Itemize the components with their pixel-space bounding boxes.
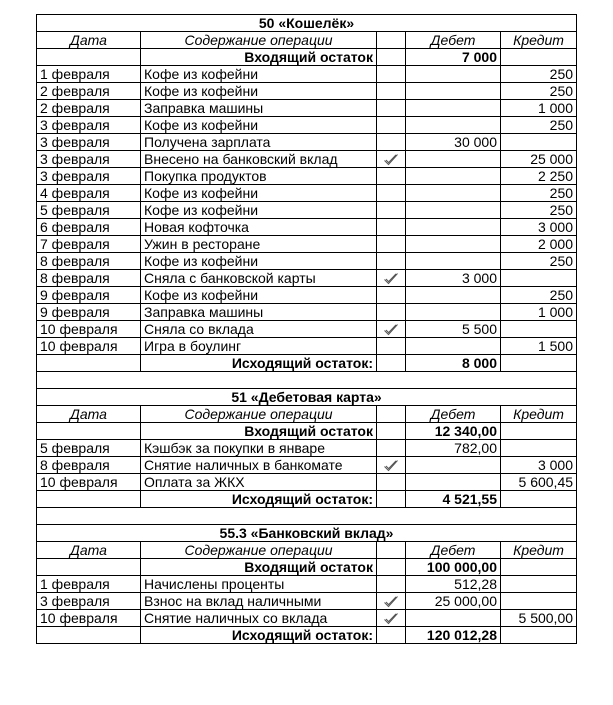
row-credit: 5 500,00 [501, 610, 577, 627]
row-description: Кофе из кофейни [141, 117, 377, 134]
checkmark-icon [383, 459, 399, 473]
row-date: 7 февраля [37, 236, 141, 253]
row-credit: 3 000 [501, 219, 577, 236]
opening-credit [501, 559, 577, 576]
table-row [37, 610, 577, 627]
row-debit [406, 168, 501, 185]
row-date: 10 февраля [37, 338, 141, 355]
header-debit: Дебет [406, 32, 501, 49]
closing-date [37, 627, 141, 644]
row-check [377, 576, 406, 593]
checkmark-icon [383, 323, 399, 337]
closing-label: Исходящий остаток: [141, 355, 377, 372]
row-credit: 1 000 [501, 100, 577, 117]
row-debit: 512,28 [406, 576, 501, 593]
closing-label: Исходящий остаток: [141, 627, 377, 644]
row-debit: 30 000 [406, 134, 501, 151]
row-date: 5 февраля [37, 202, 141, 219]
row-description: Кофе из кофейни [141, 185, 377, 202]
row-debit [406, 287, 501, 304]
row-check [377, 457, 406, 474]
table-row [37, 321, 577, 338]
row-credit [501, 270, 577, 287]
row-description: Оплата за ЖКХ [141, 474, 377, 491]
checkmark-icon [383, 153, 399, 167]
row-check [377, 100, 406, 117]
row-date: 10 февраля [37, 610, 141, 627]
row-date: 4 февраля [37, 185, 141, 202]
row-check [377, 593, 406, 610]
row-credit: 1 500 [501, 338, 577, 355]
row-check [377, 304, 406, 321]
row-credit: 2 000 [501, 236, 577, 253]
row-description: Ужин в ресторане [141, 236, 377, 253]
row-credit: 5 600,45 [501, 474, 577, 491]
row-date: 3 февраля [37, 134, 141, 151]
row-check [377, 83, 406, 100]
table-row [37, 168, 577, 185]
header-credit: Кредит [501, 406, 577, 423]
row-date: 1 февраля [37, 576, 141, 593]
table-row [37, 576, 577, 593]
row-debit: 5 500 [406, 321, 501, 338]
row-credit: 3 000 [501, 457, 577, 474]
row-description: Заправка машины [141, 100, 377, 117]
closing-check [377, 491, 406, 508]
row-debit [406, 117, 501, 134]
row-debit [406, 151, 501, 168]
row-credit: 250 [501, 287, 577, 304]
row-check [377, 474, 406, 491]
table-row [37, 202, 577, 219]
row-check [377, 168, 406, 185]
row-check [377, 338, 406, 355]
table-row [37, 270, 577, 287]
opening-check [377, 423, 406, 440]
row-description: Внесено на банковский вклад [141, 151, 377, 168]
row-description: Снятие наличных в банкомате [141, 457, 377, 474]
opening-date [37, 49, 141, 66]
row-credit: 250 [501, 117, 577, 134]
opening-date [37, 559, 141, 576]
column-header-row [37, 542, 577, 559]
opening-credit [501, 423, 577, 440]
row-credit: 250 [501, 185, 577, 202]
row-check [377, 117, 406, 134]
closing-check [377, 355, 406, 372]
checkmark-icon [383, 595, 399, 609]
row-description: Кофе из кофейни [141, 253, 377, 270]
table-row [37, 457, 577, 474]
table-row [37, 236, 577, 253]
row-debit [406, 185, 501, 202]
row-check [377, 610, 406, 627]
row-debit: 3 000 [406, 270, 501, 287]
closing-credit [501, 627, 577, 644]
row-debit [406, 83, 501, 100]
checkmark-icon [383, 272, 399, 286]
row-debit [406, 457, 501, 474]
header-description: Содержание операции [141, 542, 377, 559]
opening-check [377, 559, 406, 576]
spacer-cell [37, 372, 577, 389]
row-date: 6 февраля [37, 219, 141, 236]
row-debit [406, 66, 501, 83]
header-credit: Кредит [501, 32, 577, 49]
row-date: 3 февраля [37, 593, 141, 610]
header-date: Дата [37, 406, 141, 423]
row-date: 2 февраля [37, 83, 141, 100]
row-debit [406, 304, 501, 321]
row-debit [406, 253, 501, 270]
row-date: 10 февраля [37, 474, 141, 491]
header-description: Содержание операции [141, 406, 377, 423]
row-date: 10 февраля [37, 321, 141, 338]
row-check [377, 202, 406, 219]
row-credit: 25 000 [501, 151, 577, 168]
section-spacer [37, 508, 577, 525]
header-description: Содержание операции [141, 32, 377, 49]
closing-balance-row [37, 355, 577, 372]
row-check [377, 253, 406, 270]
row-description [141, 440, 377, 457]
table-row [37, 219, 577, 236]
table-row [37, 440, 577, 457]
row-debit [406, 219, 501, 236]
table-row [37, 151, 577, 168]
row-debit: 782,00 [406, 440, 501, 457]
header-credit: Кредит [501, 542, 577, 559]
row-credit [501, 440, 577, 457]
row-date: 2 февраля [37, 100, 141, 117]
table-row [37, 338, 577, 355]
row-date: 9 февраля [37, 304, 141, 321]
row-credit: 250 [501, 202, 577, 219]
row-debit [406, 338, 501, 355]
row-check [377, 134, 406, 151]
row-description: Кофе из кофейни [141, 66, 377, 83]
table-row [37, 100, 577, 117]
closing-debit: 8 000 [406, 355, 501, 372]
row-date: 8 февраля [37, 270, 141, 287]
row-check [377, 321, 406, 338]
row-date: 3 февраля [37, 168, 141, 185]
row-check [377, 236, 406, 253]
row-check [377, 185, 406, 202]
closing-balance-row [37, 627, 577, 644]
header-check [377, 32, 406, 49]
row-check [377, 270, 406, 287]
table-row [37, 66, 577, 83]
row-credit: 250 [501, 66, 577, 83]
account-title-row [37, 525, 577, 542]
row-description: Начислены проценты [141, 576, 377, 593]
row-credit [501, 321, 577, 338]
spellcheck-flagged-word: Кэшбэк [144, 440, 192, 456]
row-description: Снятие наличных со вклада [141, 610, 377, 627]
account-title-row [37, 389, 577, 406]
row-description: Сняла со вклада [141, 321, 377, 338]
row-check [377, 287, 406, 304]
row-description: Новая кофточка [141, 219, 377, 236]
opening-label: Входящий остаток [141, 49, 377, 66]
table-row [37, 134, 577, 151]
row-credit: 250 [501, 253, 577, 270]
row-description: Игра в боулинг [141, 338, 377, 355]
closing-balance-row [37, 491, 577, 508]
row-description: Заправка машины [141, 304, 377, 321]
row-date: 9 февраля [37, 287, 141, 304]
table-row [37, 83, 577, 100]
row-check [377, 66, 406, 83]
row-credit: 2 250 [501, 168, 577, 185]
opening-debit: 12 340,00 [406, 423, 501, 440]
row-date: 8 февраля [37, 253, 141, 270]
opening-debit: 7 000 [406, 49, 501, 66]
column-header-row [37, 406, 577, 423]
opening-balance-row [37, 49, 577, 66]
table-row [37, 593, 577, 610]
opening-label: Входящий остаток [141, 559, 377, 576]
table-row [37, 117, 577, 134]
account-title: 50 «Кошелёк» [37, 15, 577, 32]
account-title: 55.3 «Банковский вклад» [37, 525, 577, 542]
section-spacer [37, 372, 577, 389]
row-date: 3 февраля [37, 151, 141, 168]
table-row [37, 287, 577, 304]
closing-check [377, 627, 406, 644]
closing-label: Исходящий остаток: [141, 491, 377, 508]
column-header-row [37, 32, 577, 49]
row-debit: 25 000,00 [406, 593, 501, 610]
opening-check [377, 49, 406, 66]
closing-credit [501, 491, 577, 508]
row-credit [501, 134, 577, 151]
account-title: 51 «Дебетовая карта» [37, 389, 577, 406]
row-credit: 1 000 [501, 304, 577, 321]
table-row [37, 253, 577, 270]
header-check [377, 542, 406, 559]
row-description: Сняла с банковской карты [141, 270, 377, 287]
header-debit: Дебет [406, 406, 501, 423]
opening-label: Входящий остаток [141, 423, 377, 440]
table-row [37, 304, 577, 321]
description-text: за покупки в январе [191, 440, 325, 456]
row-description: Кофе из кофейни [141, 287, 377, 304]
row-debit [406, 610, 501, 627]
row-credit: 250 [501, 83, 577, 100]
account-title-row [37, 15, 577, 32]
row-check [377, 151, 406, 168]
header-date: Дата [37, 542, 141, 559]
row-debit [406, 236, 501, 253]
row-credit [501, 593, 577, 610]
row-check [377, 219, 406, 236]
spacer-cell [37, 508, 577, 525]
table-row [37, 185, 577, 202]
closing-date [37, 491, 141, 508]
row-date: 5 февраля [37, 440, 141, 457]
opening-debit: 100 000,00 [406, 559, 501, 576]
ledger-table [36, 14, 577, 644]
closing-date [37, 355, 141, 372]
header-check [377, 406, 406, 423]
row-date: 3 февраля [37, 117, 141, 134]
row-check [377, 440, 406, 457]
opening-credit [501, 49, 577, 66]
row-description: Взнос на вклад наличными [141, 593, 377, 610]
row-credit [501, 576, 577, 593]
row-description: Покупка продуктов [141, 168, 377, 185]
header-debit: Дебет [406, 542, 501, 559]
opening-date [37, 423, 141, 440]
row-description: Получена зарплата [141, 134, 377, 151]
row-description: Кофе из кофейни [141, 202, 377, 219]
opening-balance-row [37, 559, 577, 576]
closing-debit: 4 521,55 [406, 491, 501, 508]
row-date: 1 февраля [37, 66, 141, 83]
closing-debit: 120 012,28 [406, 627, 501, 644]
header-date: Дата [37, 32, 141, 49]
row-debit [406, 100, 501, 117]
opening-balance-row [37, 423, 577, 440]
row-debit [406, 474, 501, 491]
row-debit [406, 202, 501, 219]
checkmark-icon [383, 612, 399, 626]
table-row [37, 474, 577, 491]
row-date: 8 февраля [37, 457, 141, 474]
row-description: Кофе из кофейни [141, 83, 377, 100]
closing-credit [501, 355, 577, 372]
